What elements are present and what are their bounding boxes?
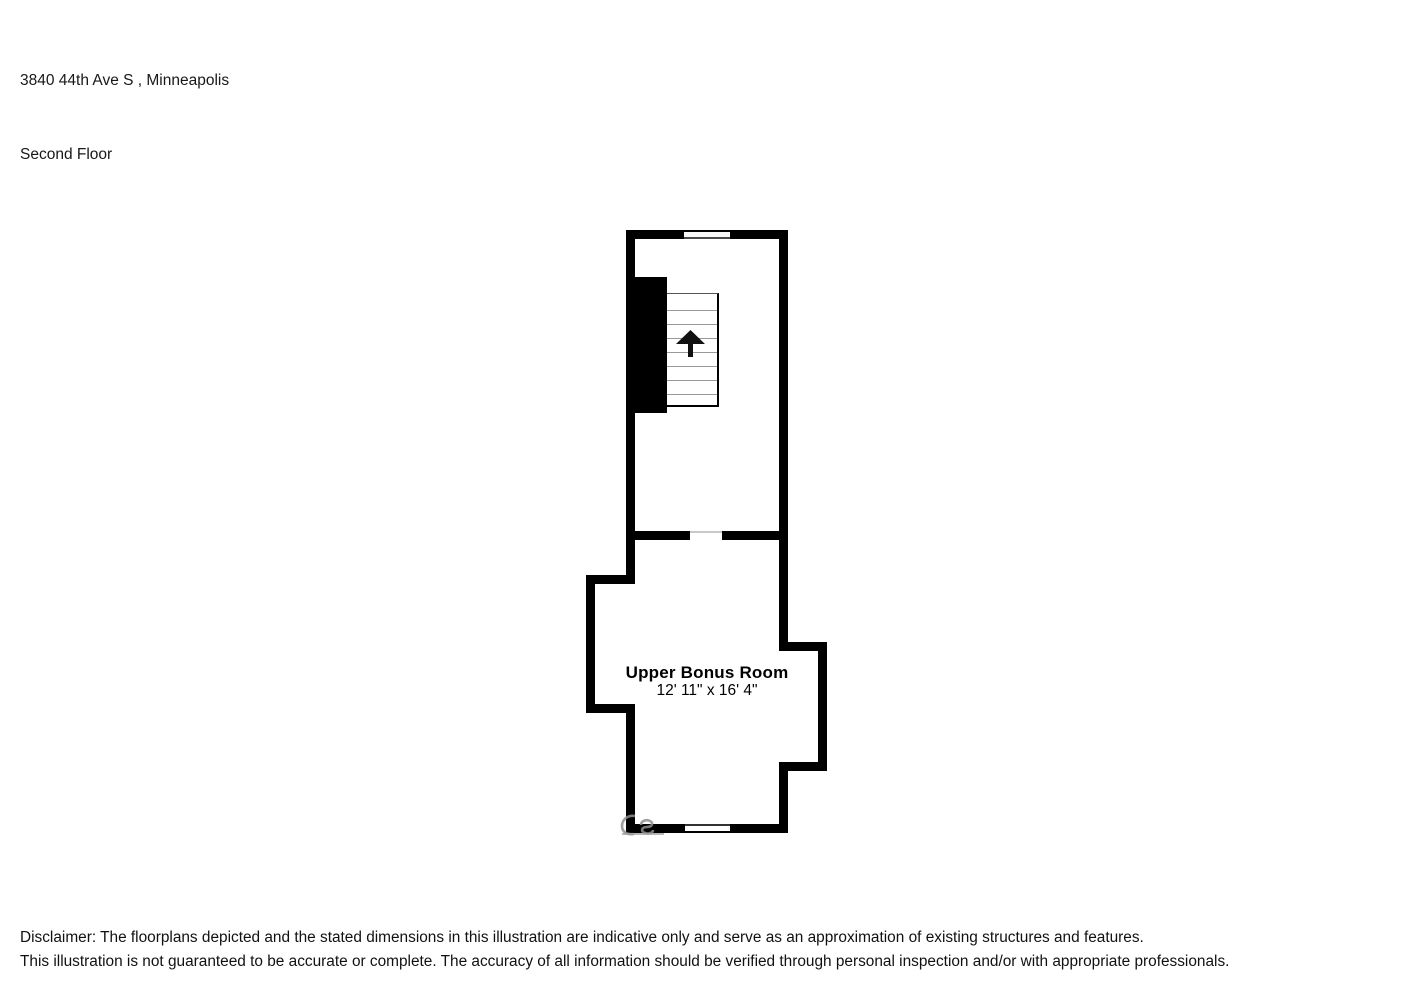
stair-tread [667,380,717,381]
room-name: Upper Bonus Room [625,663,789,682]
stairs-up-arrow-icon [676,330,705,358]
watermark-logo [619,813,667,837]
bottom-window [685,824,730,833]
doorway-opening [690,531,722,533]
address-text: 3840 44th Ave S , Minneapolis [20,72,230,89]
right-wall-upper [779,230,788,650]
top-window [684,230,730,239]
room-label [557,664,857,699]
middle-wall-left [626,531,690,540]
middle-wall-right [722,531,788,540]
stair-tread [667,310,717,311]
stair-tread [667,394,717,395]
disclaimer [20,926,1400,975]
disclaimer-line-2: This illustration is not guaranteed to be accurate or complete. The accuracy of all information should be verified through personal inspection and/or with appropriate professionals. [20,953,1230,971]
disclaimer-line-1: Disclaimer: The floorplans depicted and the stated dimensions in this illustration are indicative only and serve as an approximation of existing structures and features. [20,929,1144,946]
stair-tread [667,366,717,367]
stair-tread [667,324,717,325]
bottom-wall-right [730,824,788,833]
right-bump-side-wall [818,642,827,771]
right-wall-lower [779,762,788,833]
floor-label: Second Floor [20,145,113,163]
room-dimensions: 12' 11" x 16' 4" [656,682,758,699]
stair-wall-mass [626,277,667,413]
